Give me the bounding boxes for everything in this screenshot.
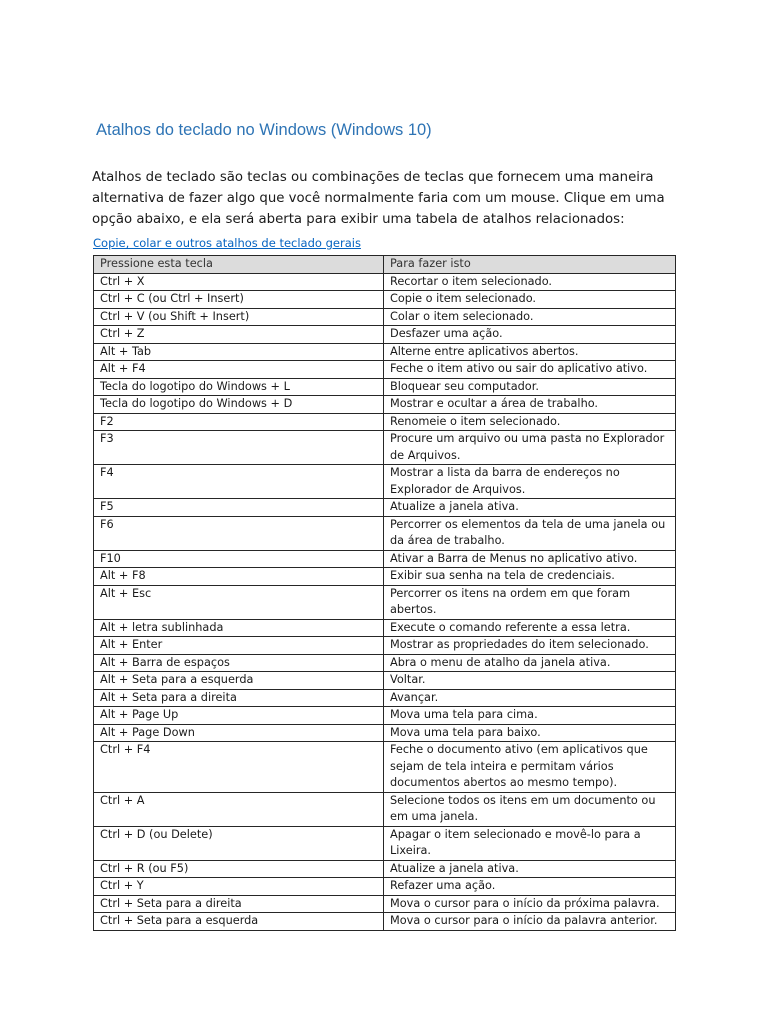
- table-row: [94, 707, 676, 725]
- shortcut-key-cell: Ctrl + V (ou Shift + Insert): [94, 308, 384, 326]
- shortcut-key-cell: Ctrl + C (ou Ctrl + Insert): [94, 291, 384, 309]
- table-row: [94, 361, 676, 379]
- shortcut-action-cell: Copie o item selecionado.: [384, 291, 676, 309]
- shortcut-key-cell: Alt + Page Up: [94, 707, 384, 725]
- table-row: [94, 895, 676, 913]
- shortcut-action-cell: Mova o cursor para o início da próxima palavra.: [384, 895, 676, 913]
- shortcut-key-cell: Tecla do logotipo do Windows + L: [94, 378, 384, 396]
- shortcut-key-cell: Ctrl + F4: [94, 742, 384, 793]
- table-row: [94, 550, 676, 568]
- table-row: [94, 826, 676, 860]
- shortcut-key-cell: F5: [94, 499, 384, 517]
- table-row: [94, 860, 676, 878]
- table-body: [94, 273, 676, 930]
- table-row: [94, 913, 676, 931]
- table-row: [94, 431, 676, 465]
- table-row: [94, 568, 676, 586]
- shortcut-key-cell: Ctrl + R (ou F5): [94, 860, 384, 878]
- shortcut-action-cell: Mova o cursor para o início da palavra anterior.: [384, 913, 676, 931]
- shortcuts-table: [93, 255, 676, 931]
- column-header-key: Pressione esta tecla: [94, 256, 384, 274]
- column-header-action: Para fazer isto: [384, 256, 676, 274]
- shortcut-action-cell: Bloquear seu computador.: [384, 378, 676, 396]
- shortcut-action-cell: Renomeie o item selecionado.: [384, 413, 676, 431]
- shortcut-key-cell: Alt + letra sublinhada: [94, 619, 384, 637]
- shortcut-action-cell: Atualize a janela ativa.: [384, 499, 676, 517]
- table-row: [94, 343, 676, 361]
- shortcut-action-cell: Mostrar e ocultar a área de trabalho.: [384, 396, 676, 414]
- table-row: [94, 413, 676, 431]
- shortcut-key-cell: Ctrl + A: [94, 792, 384, 826]
- section-link-general-shortcuts[interactable]: Copie, colar e outros atalhos de teclado gerais: [93, 236, 361, 250]
- shortcut-action-cell: Execute o comando referente a essa letra.: [384, 619, 676, 637]
- shortcut-key-cell: Alt + Enter: [94, 637, 384, 655]
- table-row: [94, 878, 676, 896]
- table-row: [94, 792, 676, 826]
- shortcut-action-cell: Ativar a Barra de Menus no aplicativo ativo.: [384, 550, 676, 568]
- shortcut-action-cell: Procure um arquivo ou uma pasta no Explorador de Arquivos.: [384, 431, 676, 465]
- table-row: [94, 273, 676, 291]
- shortcut-key-cell: F4: [94, 465, 384, 499]
- shortcut-action-cell: Exibir sua senha na tela de credenciais.: [384, 568, 676, 586]
- shortcut-key-cell: Tecla do logotipo do Windows + D: [94, 396, 384, 414]
- shortcut-action-cell: Desfazer uma ação.: [384, 326, 676, 344]
- table-row: [94, 378, 676, 396]
- shortcut-key-cell: Ctrl + Y: [94, 878, 384, 896]
- table-row: [94, 291, 676, 309]
- shortcut-key-cell: F2: [94, 413, 384, 431]
- shortcut-action-cell: Mova uma tela para cima.: [384, 707, 676, 725]
- intro-paragraph: Atalhos de teclado são teclas ou combinações de teclas que fornecem uma maneira alternativa de fazer algo que você normalmente faria com um mouse. Clique em uma opção abaixo, e ela será aberta para exibir uma tabela de atalhos relacionados:: [92, 170, 665, 227]
- shortcut-action-cell: Feche o documento ativo (em aplicativos que sejam de tela inteira e permitam vários documentos abertos ao mesmo tempo).: [384, 742, 676, 793]
- table-row: [94, 654, 676, 672]
- shortcut-action-cell: Recortar o item selecionado.: [384, 273, 676, 291]
- shortcut-key-cell: Ctrl + Seta para a direita: [94, 895, 384, 913]
- shortcut-action-cell: Atualize a janela ativa.: [384, 860, 676, 878]
- table-row: [94, 724, 676, 742]
- shortcut-key-cell: Alt + Barra de espaços: [94, 654, 384, 672]
- page-title: Atalhos do teclado no Windows (Windows 10): [96, 121, 432, 139]
- shortcut-action-cell: Percorrer os itens na ordem em que foram abertos.: [384, 585, 676, 619]
- table-row: [94, 396, 676, 414]
- table-row: [94, 585, 676, 619]
- shortcut-key-cell: Alt + Seta para a esquerda: [94, 672, 384, 690]
- shortcut-action-cell: Percorrer os elementos da tela de uma janela ou da área de trabalho.: [384, 516, 676, 550]
- shortcut-action-cell: Mova uma tela para baixo.: [384, 724, 676, 742]
- table-row: [94, 465, 676, 499]
- shortcut-action-cell: Mostrar a lista da barra de endereços no Explorador de Arquivos.: [384, 465, 676, 499]
- shortcut-action-cell: Abra o menu de atalho da janela ativa.: [384, 654, 676, 672]
- shortcut-action-cell: Refazer uma ação.: [384, 878, 676, 896]
- table-row: [94, 619, 676, 637]
- shortcut-key-cell: Ctrl + Seta para a esquerda: [94, 913, 384, 931]
- shortcut-key-cell: Alt + Page Down: [94, 724, 384, 742]
- shortcut-key-cell: F6: [94, 516, 384, 550]
- table-row: [94, 308, 676, 326]
- shortcut-action-cell: Voltar.: [384, 672, 676, 690]
- table-row: [94, 326, 676, 344]
- shortcut-key-cell: Ctrl + Z: [94, 326, 384, 344]
- shortcut-key-cell: F3: [94, 431, 384, 465]
- shortcut-key-cell: Ctrl + X: [94, 273, 384, 291]
- shortcut-key-cell: Alt + Tab: [94, 343, 384, 361]
- shortcut-action-cell: Alterne entre aplicativos abertos.: [384, 343, 676, 361]
- table-row: [94, 742, 676, 793]
- shortcut-key-cell: Ctrl + D (ou Delete): [94, 826, 384, 860]
- shortcut-action-cell: Avançar.: [384, 689, 676, 707]
- table-header-row: [94, 256, 676, 274]
- shortcut-key-cell: Alt + Seta para a direita: [94, 689, 384, 707]
- shortcut-action-cell: Colar o item selecionado.: [384, 308, 676, 326]
- table-row: [94, 516, 676, 550]
- shortcut-key-cell: F10: [94, 550, 384, 568]
- shortcut-action-cell: Selecione todos os itens em um documento ou em uma janela.: [384, 792, 676, 826]
- shortcut-action-cell: Feche o item ativo ou sair do aplicativo ativo.: [384, 361, 676, 379]
- table-row: [94, 672, 676, 690]
- shortcut-action-cell: Apagar o item selecionado e movê-lo para a Lixeira.: [384, 826, 676, 860]
- shortcut-action-cell: Mostrar as propriedades do item selecionado.: [384, 637, 676, 655]
- table-row: [94, 689, 676, 707]
- shortcut-key-cell: Alt + Esc: [94, 585, 384, 619]
- table-row: [94, 499, 676, 517]
- shortcut-key-cell: Alt + F8: [94, 568, 384, 586]
- shortcut-key-cell: Alt + F4: [94, 361, 384, 379]
- table-row: [94, 637, 676, 655]
